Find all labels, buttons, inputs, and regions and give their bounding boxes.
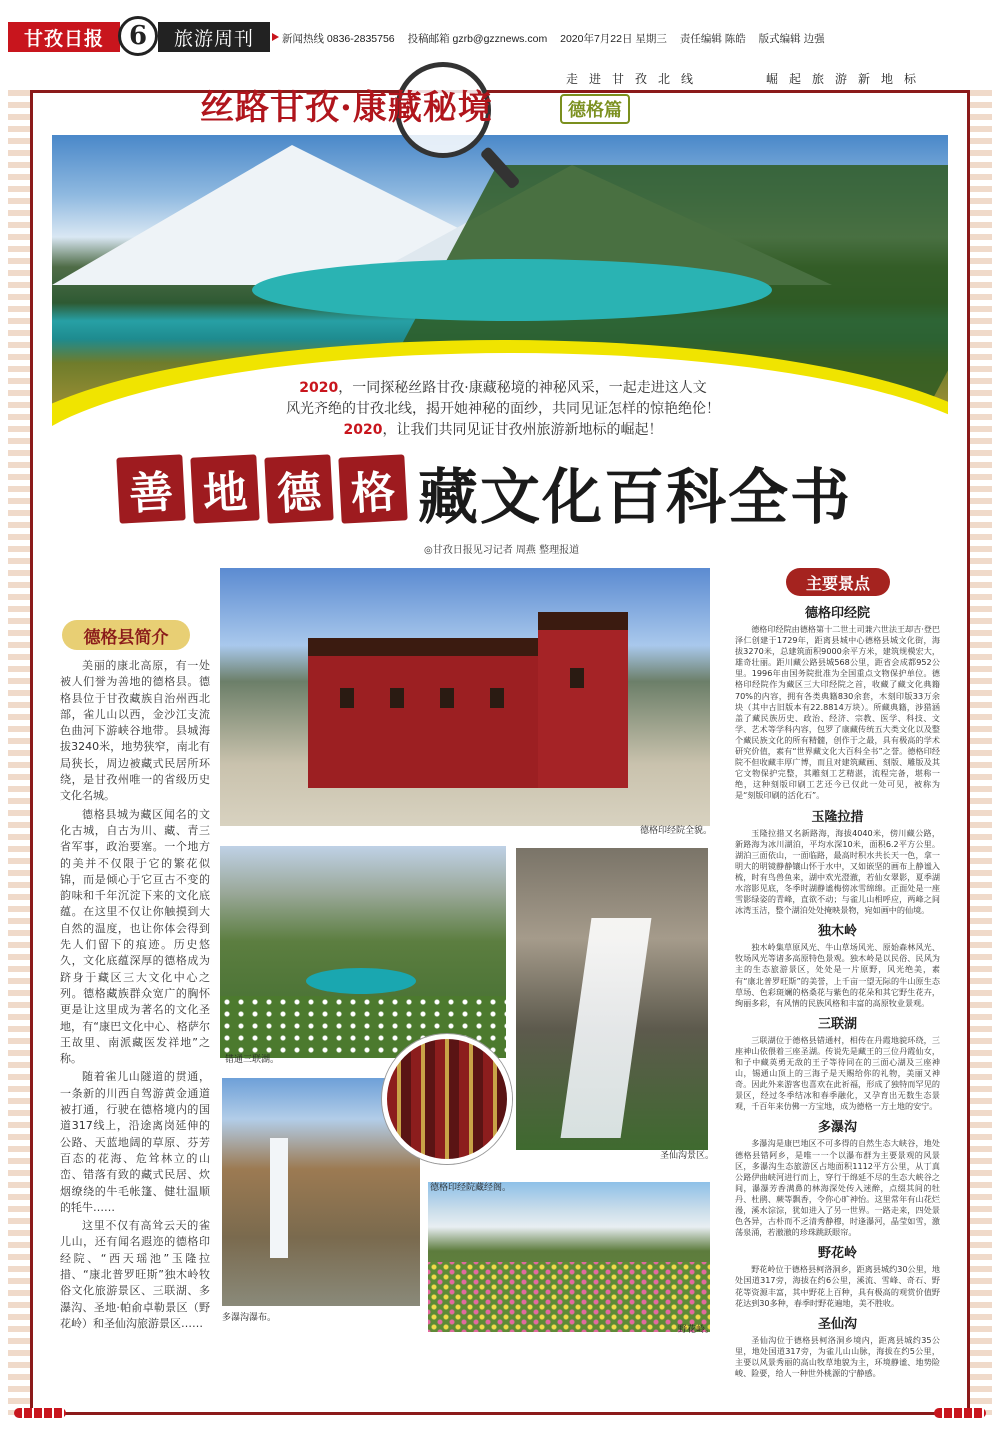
- news-hotline: 新闻热线 0836-2835756: [282, 33, 395, 45]
- photo-caption: 错通三联湖。: [225, 1055, 280, 1065]
- tagline-left: 走进甘孜北线: [566, 72, 705, 86]
- attraction-text: 三联湖位于德格县错通村，相传在丹霞地貌环绕，三座神山依偎着三座圣湖。传说先是藏王的三位丹霞仙女，和子中藏英勇无敌的王子等待同在的三面心湖及三座神山，锡通山顶上的三海子是天赐给你的礼物，美丽又神奇。因此外来游客也喜欢在此祈福，形成了独特而罕见的景区，经过冬季结冰和春季融化，又孕育出无数生态景观，千百年来仿佛一方宝地，成为德格一方土地的安宁。: [735, 1034, 940, 1112]
- banner-title: [200, 80, 493, 129]
- photo-caption: 多瀑沟瀑布。: [222, 1313, 277, 1323]
- intro-year: 2020: [299, 380, 339, 396]
- masthead-meta: [282, 31, 835, 46]
- attraction-text: 野花岭位于德格县柯洛洞乡，距离县城约30公里，地处国道317旁，海拔在约6公里，溪流、雪峰、奇石、野花等资源丰富，其中野花上百种，具有极高的观赏价值野花达到30多种，春季时野花遍地，美不胜收。: [735, 1264, 940, 1308]
- banner-subtitle: 德格篇: [560, 94, 630, 124]
- window: [440, 688, 454, 708]
- right-border-decoration: [970, 90, 992, 1415]
- banner-title-mid: 康藏: [352, 88, 423, 128]
- attraction-title: 多瀑沟: [817, 1120, 857, 1136]
- attractions-heading: 主要景点: [786, 568, 890, 596]
- editor: 责任编辑 陈皓: [679, 33, 746, 45]
- scripture-library-photo: [382, 1034, 512, 1164]
- window: [340, 688, 354, 708]
- attractions-column: [735, 598, 940, 1379]
- waterfall: [270, 1138, 288, 1258]
- county-intro-text: [60, 658, 210, 1334]
- headline-tile: 德: [264, 454, 333, 523]
- lake: [306, 968, 416, 994]
- flower-field: [428, 1262, 710, 1332]
- photo-caption: 德格印经院全貌。: [640, 826, 713, 836]
- attraction-text: 独木岭集草原风光、牛山草场风光、原始森林风光、牧场风光等诸多高原特色景观。独木岭是以民俗、民风为主的生态旅游景区，处处是一片原野，风光绝美，素有“康北普罗旺斯”的美誉，上千亩一望无际的牛山原生态草场、色彩斑斓的格桑花与紫色的花朵和其它野生花卉，绚丽多彩，有风情的民族风格和丰富的高原牧业景观。: [735, 942, 940, 1008]
- waterfall: [561, 918, 652, 1138]
- attraction-text: 圣仙沟位于德格县柯洛洞乡境内，距离县城约35公里，地处国道317旁，为雀儿山山脉，海拔在约5公里，主要以风景秀丽的高山牧草地貌为主，环境静谧、地势险峻、险要，给人一种世外桃源的宁静感。: [735, 1334, 940, 1378]
- intro-line-1: ，一同探秘丝路甘孜·康藏秘境的神秘风采，一起走进这人文: [338, 380, 707, 396]
- footer-ornament: [14, 1408, 66, 1418]
- footer-ornament: [934, 1408, 986, 1418]
- lake: [252, 259, 772, 321]
- attraction-text: 德格印经院由德格第十二世土司兼六世法王却吉·登巴泽仁创建于1729年，距离县城中心德格县城文化街，海拔3270米，总建筑面积9000余平方米，建筑规模宏大，雄奇壮丽。距川藏公路县城568公里，距省会成都952公里。1996年由国务院批准为全国重点文物保护单位。德格印经院作为藏区三大印经院之首，收藏了藏文化典籍70%的内容，拥有各类典籍830余套，木刻印版33万余块（其中古旧版本有22.8814万块）。所藏典籍，涉猎涵盖了藏民族历史、政治、经济、宗教、医学、科技、文学、艺术等学科内容，包罗了康藏传统五大类文化以及整个藏民族文化的所有精髓，创作于之最，具有极高的学术研究价值，素有“世界藏文化大百科全书”之誉。德格印经院不但收藏丰厚广博，而且对建筑藏画、刻版、雕版及其它文物保护完整，其雕刻工艺精湛，流程完备，堪称一绝，这种刻版印刷工艺还今已仅此一处可见，被称为是“刻版印刷的活化石”。: [735, 624, 940, 801]
- attraction-title: 三联湖: [817, 1016, 857, 1032]
- newspaper-logo: 甘孜日报: [8, 22, 120, 52]
- left-border-decoration: [8, 90, 30, 1415]
- shengxian-valley-photo: [516, 848, 708, 1150]
- intro-line-3: ，让我们共同见证甘孜州旅游新地标的崛起！: [382, 422, 663, 438]
- window: [490, 688, 504, 708]
- wildflower-ridge-photo: [428, 1182, 710, 1332]
- temple-building: [538, 612, 628, 788]
- arrow-icon: [272, 33, 279, 41]
- sanlian-lake-photo: [220, 846, 506, 1058]
- headline-tile: 地: [190, 454, 259, 523]
- paragraph: 美丽的康北高原，有一处被人们誉为善地的德格县。德格县位于甘孜藏族自治州西北部，雀儿山以西，金沙江支流色曲河下游峡谷地带。县城海拔3240米，地势狭窄，南北有局狭长，周边被藏式民居所环绕，是甘孜州唯一的省级历史文化名城。: [60, 659, 210, 803]
- intro-text: [268, 378, 738, 441]
- section-name: 旅游周刊: [158, 22, 270, 52]
- attraction-text: 玉隆拉措又名新路海，海拔4040米，傍川藏公路，新路海为冰川湖泊，平均水深10米，面积6.2平方公里。湖泊三面依山，一面临路，最高时积水共长天一色，拿一明大的明镜静静镶山怀于水中，又如嵌坚的画布上静谧入梳，时有鸟兽鱼来，湖中欢光澄澈，若仙女翠影，夏季湖水溶影见底，冬季时湖静谧梅傍冰雪绵绵。正面处是一座雪影绿姿的青峰，直欲不动；与雀儿山相呼应，两峰之间冰湾玉洁，整个湖泊处处掩映景物，宛如画中的仙境。: [735, 827, 940, 916]
- intro-line-2: 风光齐绝的甘孜北线，揭开她神秘的面纱，共同见证怎样的惊艳绝伦！: [286, 401, 720, 417]
- banner-title-right: 秘境: [422, 88, 493, 128]
- attraction-title: 德格印经院: [804, 606, 870, 621]
- headline: 藏文化百科全书: [418, 463, 852, 533]
- byline: ◎甘孜日报见习记者 周燕 整理报道: [424, 545, 580, 556]
- printing-house-photo: [220, 568, 710, 826]
- headline-tile: 格: [338, 454, 407, 523]
- attraction-title: 野花岭: [817, 1246, 857, 1262]
- attraction-title: 独木岭: [817, 924, 857, 940]
- headline-tile: 善: [116, 454, 185, 523]
- photo-caption: 野花岭。: [678, 1325, 715, 1335]
- window: [390, 688, 404, 708]
- photo-caption: 圣仙沟景区。: [660, 1151, 715, 1161]
- paragraph: 这里不仅有高耸云天的雀儿山，还有闻名遐迩的德格印经院、“西天瑶池”玉隆拉措、“康北普罗旺斯”独木岭牧俗文化旅游景区、三联湖、多瀑沟、圣地·帕俞卓勒景区（野花岭）和圣仙沟旅游景区……: [60, 1219, 210, 1330]
- county-intro-heading: 德格县简介: [62, 620, 190, 650]
- banner-title-left: 丝路甘孜·: [200, 88, 353, 128]
- issue-date: 2020年7月22日 星期三: [560, 33, 667, 45]
- paragraph: 随着雀儿山隧道的贯通，一条新的川西自驾游黄金通道被打通，行驶在德格境内的国道317线上，沿途离岗延伸的公路、天蓝地阔的草原、芬芳百态的花海、危耸林立的山峦、错落有致的藏式民居、炊烟缭绕的牛毛帐篷、健壮温顺的牦牛……: [60, 1070, 210, 1214]
- attraction-title: 圣仙沟: [817, 1316, 857, 1332]
- masthead: [0, 0, 1000, 62]
- attraction-text: 多瀑沟是康巴地区不可多得的自然生态大峡谷，地处德格县错阿乡，是唯一一个以瀑布群为主要景观的风景区，多瀑沟生态旅游区占地面积1112平方公里，从丁真公路伊曲峡河进行而上，穿行于绵延不尽的生态大峡谷之间，瀑瀑芳香满鼻的林海深处传入迷醉，点缀其间的牡丹、杜鹃、蕨等飘香，令你心旷神怡。这里常年有山花烂漫，溪水淙淙，犹如进入了另一世界。一路走来，四处景色各异，古朴而不乏清秀静穆，时逢瀑河，晶莹如雪，激荡泉涌，若澈澈的珍珠跳跃眼帘。: [735, 1138, 940, 1238]
- layout-editor: 版式编辑 边强: [758, 33, 825, 45]
- intro-year: 2020: [343, 422, 383, 438]
- paragraph: 德格县城为藏区闻名的文化古城，自古为川、藏、青三省军事，政治要塞。一个地方的美并不仅限于它的繁花似锦，而是倾心于它亘古不变的韵味和千年沉淀下来的文化底蕴。在这里不仅让你触摸到大自然的温度，也让你体会得到先人们留下的痕迹。历史悠久，文化底蕴深厚的德格成为跻身于藏区三大文化中心之列。德格藏族群众宽广的胸怀更是让这里成为著名的文化圣地，有“康巴文化中心、格萨尔王故里、南派藏医发祥地”之称。: [60, 807, 210, 1066]
- window: [570, 668, 584, 688]
- tagline-right: 崛起旅游新地标: [766, 72, 928, 86]
- headline-tiles: [118, 456, 406, 522]
- photo-caption: 德格印经院藏经阁。: [430, 1183, 512, 1193]
- attraction-title: 玉隆拉措: [811, 809, 864, 825]
- page-number: 6: [118, 16, 158, 56]
- submission-email: 投稿邮箱 gzrb@gzznews.com: [407, 33, 548, 45]
